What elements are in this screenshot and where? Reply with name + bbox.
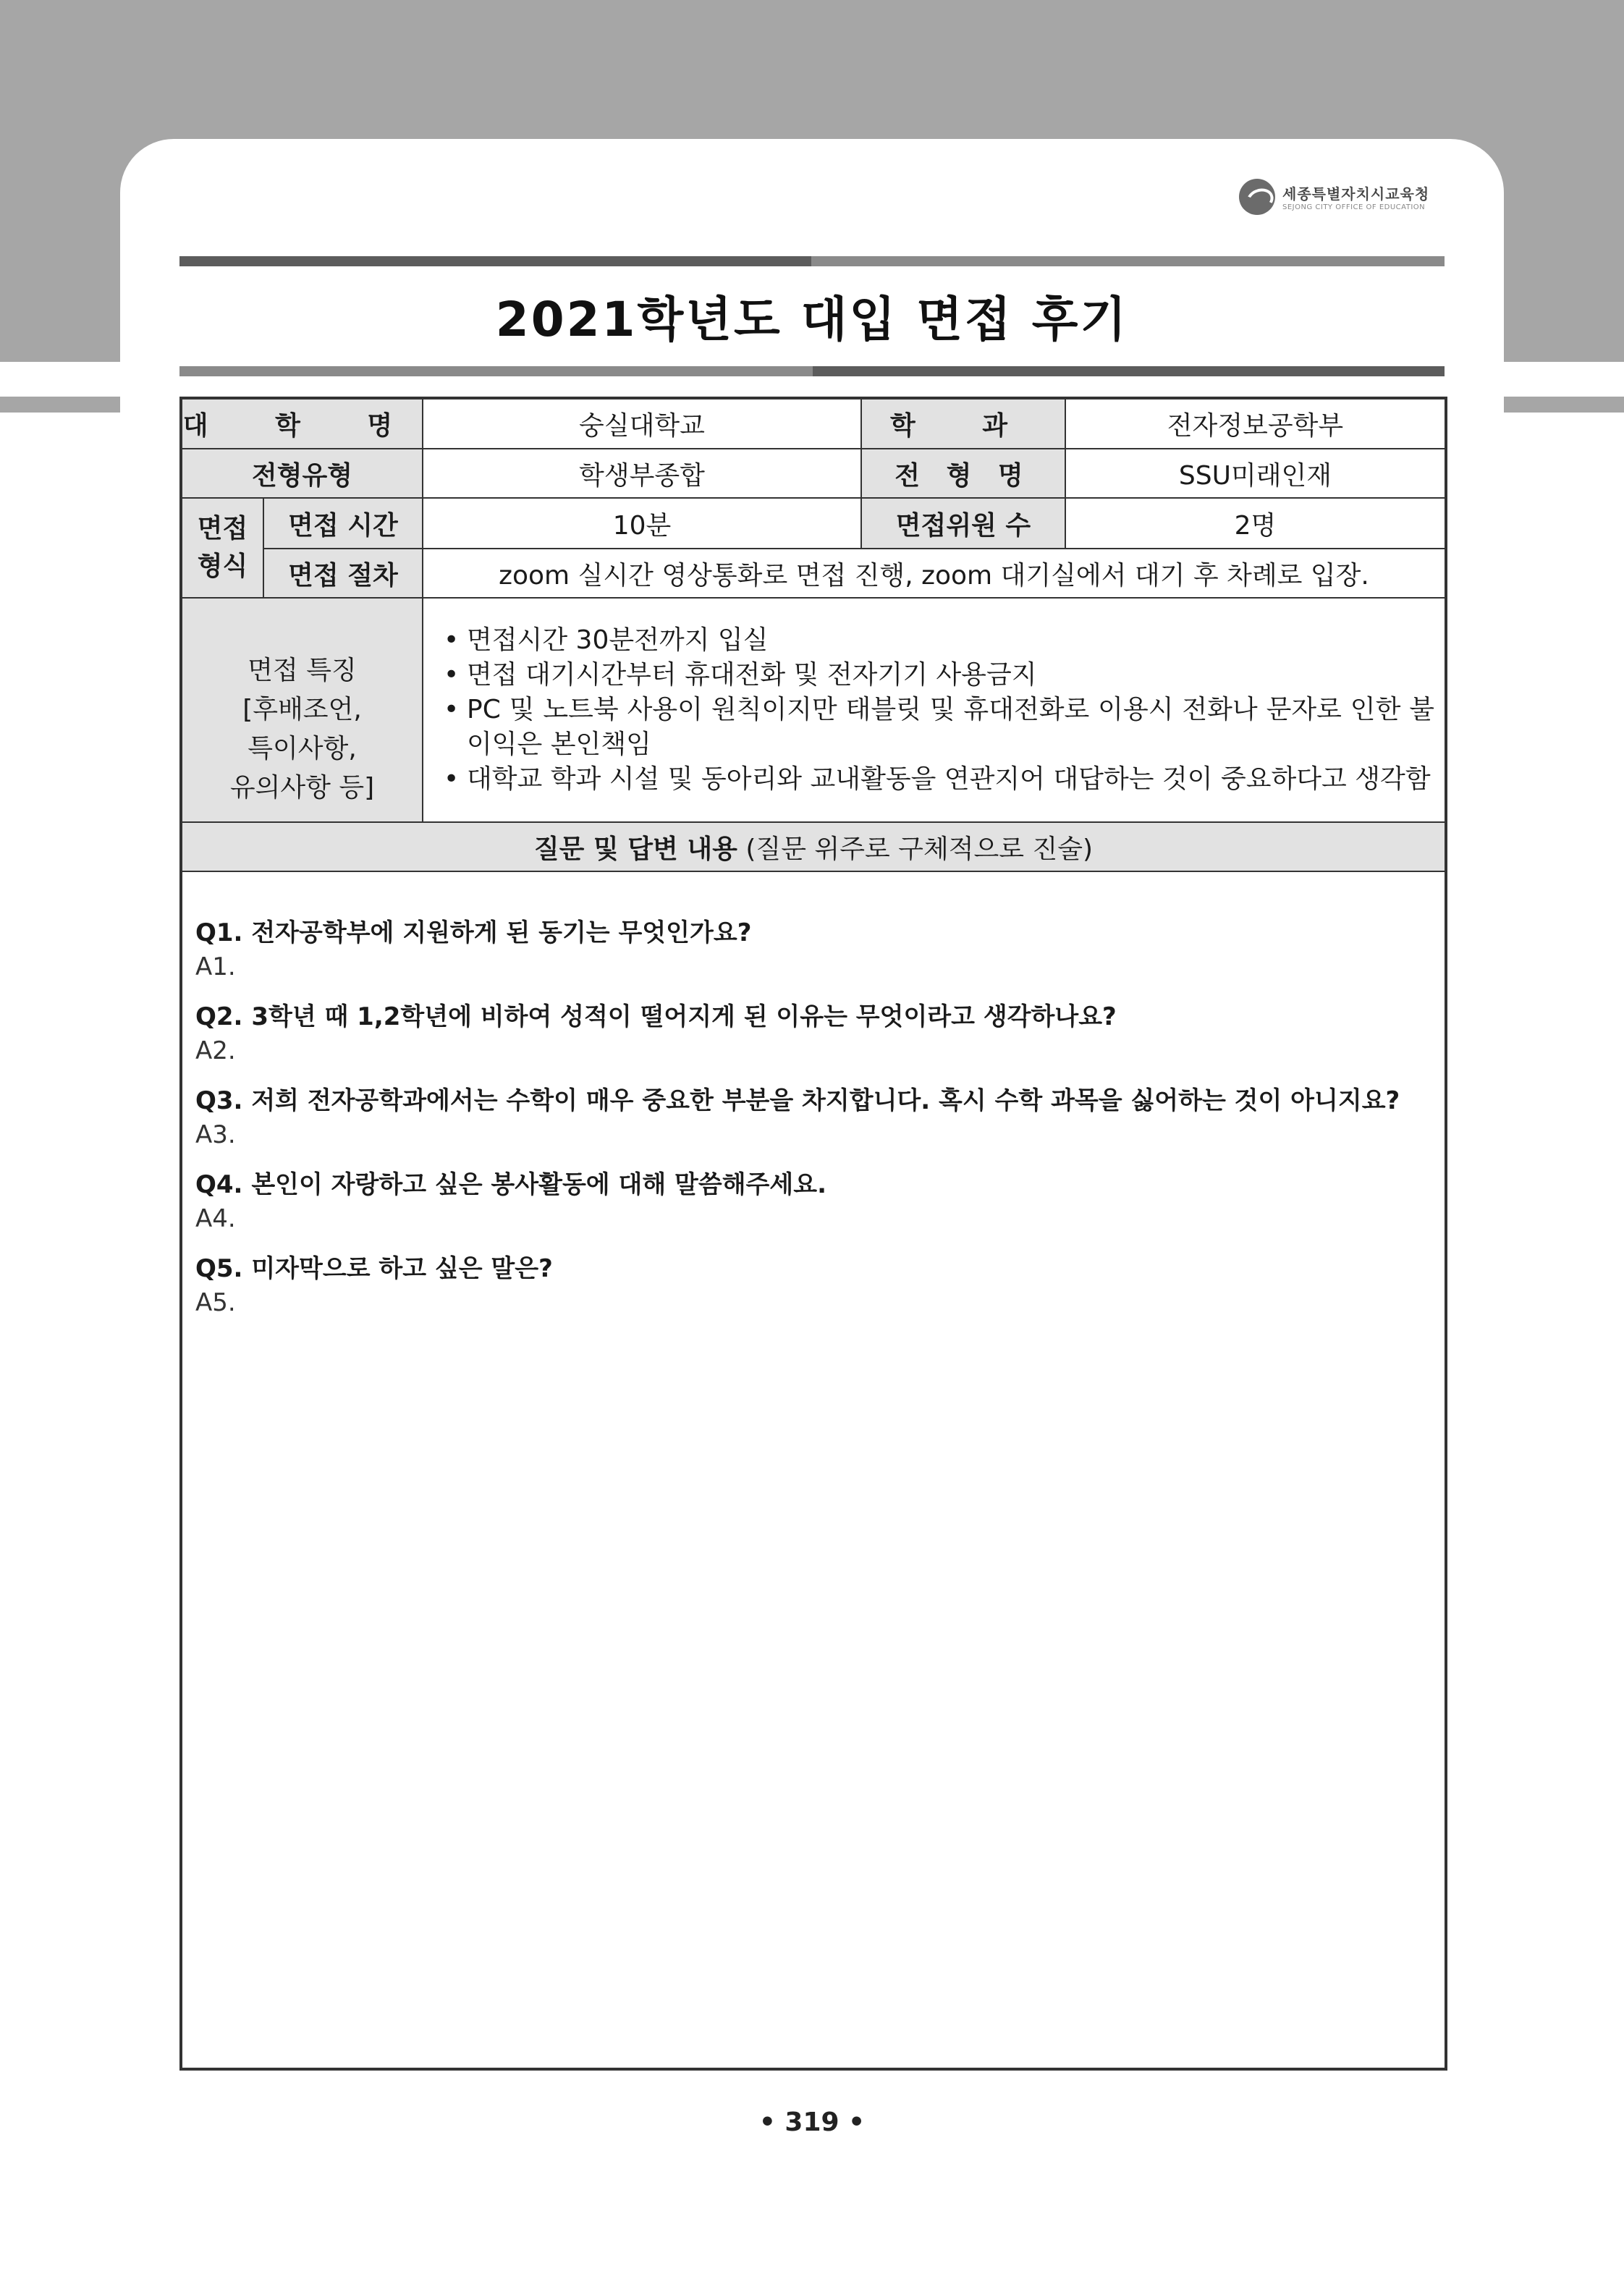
left-side-stripe [0, 397, 120, 413]
page-title: 2021학년도 대입 면접 후기 [495, 292, 1129, 347]
qa-body [181, 871, 1446, 2069]
question: Q4. 본인이 자랑하고 싶은 봉사활동에 대해 말씀해주세요. [195, 1170, 826, 1199]
qa-item [195, 1251, 1433, 1319]
answer: A4. [195, 1204, 236, 1233]
qa-header-note: (질문 위주로 구체적으로 진술) [745, 834, 1094, 864]
answer: A2. [195, 1036, 236, 1065]
admission-type-label: 전형유형 [181, 449, 423, 498]
department-value: 전자정보공학부 [1065, 398, 1446, 449]
qa-item [195, 999, 1433, 1067]
admission-type-value: 학생부종합 [423, 449, 861, 498]
qa-header-title: 질문 및 답변 내용 [533, 834, 737, 864]
department-label: 학 과 [861, 398, 1065, 449]
admission-name-label: 전 형 명 [861, 449, 1065, 498]
qa-header [181, 822, 1446, 871]
feature-item: • 면접시간 30분전까지 입실 [467, 623, 1434, 658]
emblem-icon [1239, 179, 1275, 215]
interview-info-table [179, 397, 1447, 2071]
question: Q5. 미자막으로 하고 싶은 말은? [195, 1254, 553, 1283]
feature-item: • PC 및 노트북 사용이 원칙이지만 태블릿 및 휴대전화로 이용시 전화나 문자로 인한 불이익은 본인책임 [467, 693, 1434, 762]
question: Q3. 저희 전자공학과에서는 수학이 매우 중요한 부분을 차지합니다. 혹시 수학 과목을 싫어하는 것이 아니지요? [195, 1086, 1400, 1115]
procedure-value: zoom 실시간 영상통화로 면접 진행, zoom 대기실에서 대기 후 차례로 입장. [423, 549, 1446, 598]
time-value: 10분 [423, 498, 861, 549]
right-side-stripe [1504, 397, 1624, 413]
question: Q2. 3학년 때 1,2학년에 비하여 성적이 떨어지게 된 이유는 무엇이라고 생각하나요? [195, 1002, 1117, 1031]
features-label: 면접 특징 [후배조언, 특이사항, 유의사항 등] [181, 598, 423, 822]
page-number: • 319 • [758, 2107, 866, 2137]
logo-text-ko: 세종특별자치시교육청 [1282, 185, 1430, 203]
interviewers-value: 2명 [1065, 498, 1446, 549]
university-value: 숭실대학교 [423, 398, 861, 449]
time-label: 면접 시간 [263, 498, 423, 549]
qa-item [195, 1167, 1433, 1235]
qa-item [195, 1083, 1433, 1151]
feature-item: • 면접 대기시간부터 휴대전화 및 전자기기 사용금지 [467, 658, 1434, 693]
procedure-label: 면접 절차 [263, 549, 423, 598]
interviewers-label: 면접위원 수 [861, 498, 1065, 549]
features-list [423, 598, 1446, 822]
answer: A3. [195, 1120, 236, 1149]
title-rule-bottom [179, 366, 1445, 376]
answer: A1. [195, 952, 236, 981]
format-label: 면접 형식 [181, 498, 263, 598]
title-rule-top [179, 256, 1445, 266]
answer: A5. [195, 1288, 236, 1317]
admission-name-value: SSU미래인재 [1065, 449, 1446, 498]
office-of-education-logo [1239, 177, 1456, 217]
feature-item: • 대학교 학과 시설 및 동아리와 교내활동을 연관지어 대답하는 것이 중요하다고 생각함 [467, 762, 1434, 797]
university-label: 대 학 명 [181, 398, 423, 449]
question: Q1. 전자공학부에 지원하게 된 동기는 무엇인가요? [195, 918, 752, 947]
logo-text-en: SEJONG CITY OFFICE OF EDUCATION [1282, 203, 1426, 211]
qa-item [195, 916, 1433, 984]
